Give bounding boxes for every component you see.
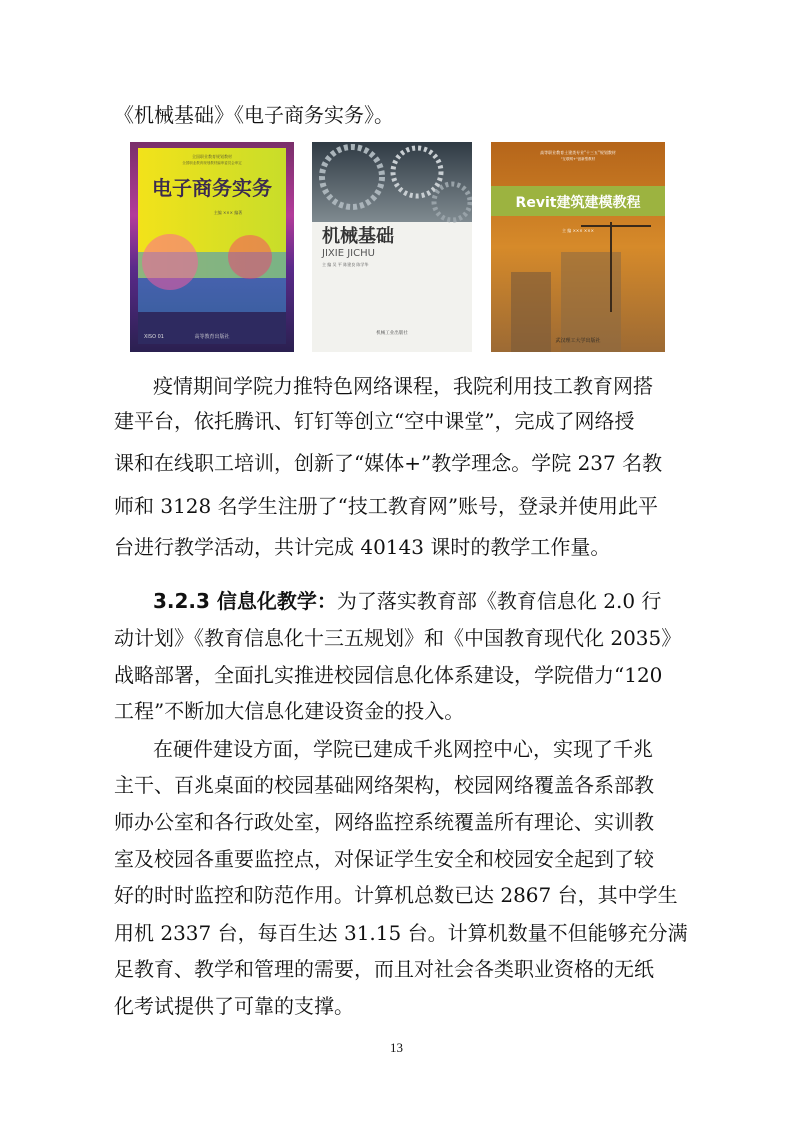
intro-line: 《机械基础》《电子商务实务》。 <box>114 103 394 127</box>
para1-line-4: 师和 3128 名学生注册了“技工教育网”账号，登录并使用此平 <box>114 494 659 518</box>
book-cover-mechanics <box>312 142 472 352</box>
para2-line-4: 工程”不断加大信息化建设资金的投入。 <box>114 699 465 723</box>
book-series-sub-3: "互联网+"创新型教材 <box>560 157 596 161</box>
para3-line-8: 化考试提供了可靠的支撑。 <box>114 994 354 1018</box>
page-number: 13 <box>390 1040 403 1055</box>
book-title-ecommerce: 电子商务实务 <box>152 176 272 200</box>
book-cover-revit <box>491 142 665 352</box>
para3-line-7: 足教育、教学和管理的需要，而且对社会各类职业资格的无纸 <box>114 957 654 981</box>
book-series-3: 高等职业教育土建类专业"十三五"规划教材 <box>540 150 616 155</box>
para3-line-2: 主干、百兆桌面的校园基础网络架构，校园网络覆盖各系部教 <box>114 773 654 797</box>
book-editor: 主编 ××× 编著 <box>213 210 243 215</box>
para3-line-3: 师办公室和各行政处室，网络监控系统覆盖所有理论、实训教 <box>114 810 654 834</box>
para2-line-2: 动计划》《教育信息化十三五规划》和《中国教育现代化 2035》 <box>114 626 682 650</box>
para1-line-2: 建平台，依托腾讯、钉钉等创立“空中课堂”，完成了网络授 <box>114 409 635 433</box>
book-series-sub: 全国职业教育规划教材编审委员会审定 <box>182 161 242 165</box>
para3-line-1: 在硬件建设方面，学院已建成千兆网控中心，实现了千兆 <box>153 737 653 761</box>
book-publisher-3: 武汉理工大学出版社 <box>555 338 601 344</box>
para3-line-5: 好的时时监控和防范作用。计算机总数已达 2867 台，其中学生 <box>114 883 678 907</box>
book-editor-3: 主 编 ××× ××× <box>562 228 594 233</box>
book-publisher: 高等教育出版社 <box>194 334 230 340</box>
book-code: XISO 01 <box>144 334 164 340</box>
para3-line-4: 室及校园各重要监控点，对保证学生安全和校园安全起到了较 <box>114 847 654 871</box>
para1-line-5: 台进行教学活动，共计完成 40143 课时的教学工作量。 <box>114 535 611 559</box>
book-series: 全国职业教育规划教材 <box>192 154 232 159</box>
para2-line-3: 战略部署，全面扎实推进校园信息化体系建设，学院借力“120 <box>114 663 663 687</box>
book-editor-2: 主 编 吴 平 陈建良 陈学华 <box>322 262 369 267</box>
book-pinyin: JIXIE JICHU <box>322 248 375 259</box>
book-publisher-2: 机械工业出版社 <box>376 331 408 336</box>
book-cover-ecommerce <box>130 142 294 352</box>
para2-first-text: 为了落实教育部《教育信息化 2.0 行 <box>336 589 662 613</box>
section-heading: 3.2.3 信息化教学： <box>153 589 337 613</box>
para3-line-6: 用机 2337 台，每百生达 31.15 台。计算机数量不但能够充分满 <box>114 921 688 945</box>
book-title-mechanics: 机械基础 <box>322 226 394 247</box>
para1-line-1: 疫情期间学院力推特色网络课程，我院利用技工教育网搭 <box>153 374 653 398</box>
para1-line-3: 课和在线职工培训，创新了“媒体+”教学理念。学院 237 名教 <box>114 451 663 475</box>
book-title-revit: Revit建筑建模教程 <box>515 195 641 211</box>
para2-line-1 <box>153 589 661 613</box>
